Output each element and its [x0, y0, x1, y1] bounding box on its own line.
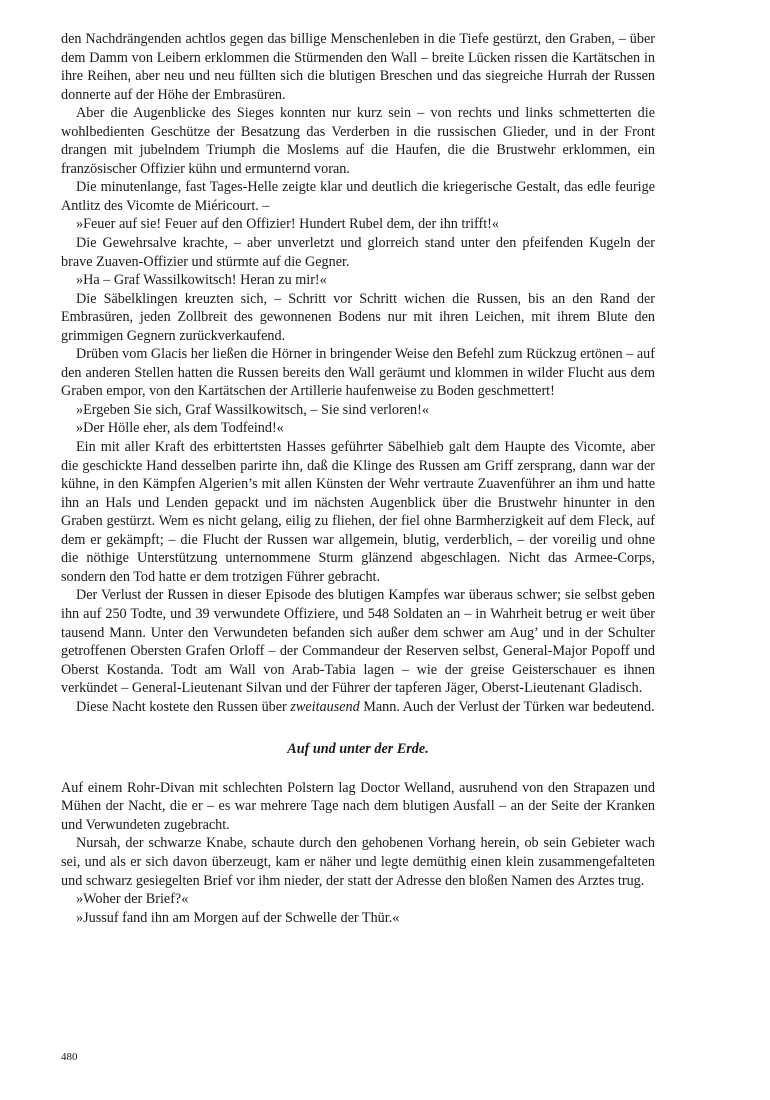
paragraph: »Ergeben Sie sich, Graf Wassilkowitsch, – Sie sind verloren!«	[76, 401, 429, 418]
paragraph: Der Verlust der Russen in dieser Episode des blutigen Kampfes war überaus schwer; sie selbst geben ihn auf 250 Todte, und 39 verwundete Offiziere, und 548 Soldaten an – in Wahrheit betrug er weit über tausend Mann. Unter den Verwundeten befanden sich außer dem schwer am Aug’ und in der Schulter getroffenen Obersten Grafen Orloff – der Commandeur der Reserven selbst, General-Major Popoff und Oberst Kostanda. Todt am Wall von Arab-Tabia lagen – wie der greise Geisterschauer es ihnen verkündet – General-Lieutenant Silvan und der Führer der tapferen Jäger, Oberst-Lieutenant Gladisch.	[61, 587, 655, 697]
paragraph: Nursah, der schwarze Knabe, schaute durch den gehobenen Vorhang herein, ob sein Gebieter wach sei, und als er sich davon überzeugt, kam er näher und legte demüthig einen klein zusammengefalteten und schwarz gesiegelten Brief vor ihm nieder, der statt der Adresse den bloßen Namen des Arztes trug.	[61, 835, 655, 889]
closing-text-start: Diese Nacht kostete den Russen über	[76, 698, 291, 715]
page-number: 480	[61, 1051, 78, 1063]
paragraph: »Jussuf fand ihn am Morgen auf der Schwelle der Thür.«	[76, 909, 400, 926]
closing-paragraph	[61, 698, 655, 717]
closing-text-end: Mann. Auch der Verlust der Türken war bedeutend.	[359, 698, 655, 715]
paragraph: Die Säbelklingen kreuzten sich, – Schritt vor Schritt wichen die Russen, bis an den Rand der Embrasüren, jeden Zollbreit des gewonnenen Bodens nur mit ihren Leichen, mit ihrem Blute den grimmigen Gegnern zurückverkaufend.	[61, 290, 655, 344]
paragraph: Drüben vom Glacis her ließen die Hörner in bringender Weise den Befehl zum Rückzug ertönen – auf den anderen Stellen hatten die Russen bereits den Wall geräumt und klommen in wilder Flucht aus dem Graben empor, von den Kartätschen der Artillerie haufenweise zu Boden geschmettert!	[61, 346, 655, 400]
page-body	[61, 30, 655, 927]
paragraph: Aber die Augenblicke des Sieges konnten nur kurz sein – von rechts und links schmetterten die wohlbedienten Geschütze der Besatzung das Verderben in die russischen Glieder, und in der Front drangen mit jubelndem Triumph die Moslems auf die Haufen, die die Brustwehr erklommen, ein französischer Offizier kühn und ermunternd voran.	[61, 105, 655, 177]
paragraph: »Woher der Brief?«	[76, 891, 189, 908]
paragraph: Ein mit aller Kraft des erbittertsten Hasses geführter Säbelhieb galt dem Haupte des Vicomte, aber die geschickte Hand desselben parirte ihn, daß die Klinge des Russen am Griff zersprang, dann war der kühne, in den Kämpfen Algerien’s mit allen Künsten der Wehr vertraute Zuavenführer an ihm und hatte ihn an Hals und Lenden gepackt und im nächsten Augenblick über die Brustwehr hinunter in den Graben gestürzt. Wem es nicht gelang, eilig zu fliehen, der fiel ohne Barmherzigkeit auf dem Fleck, auf dem er gekämpft; – die Flucht der Russen war allgemein, blutig, verderblich, – der voreilig und ohne die nöthige Unterstützung unternommene Sturm glänzend abgeschlagen. Nicht das Armee-Corps, sondern den Tod hatte er dem trotzigen Führer gebracht.	[61, 439, 655, 585]
emphasized-word: zweitausend	[290, 698, 360, 715]
paragraph: den Nachdrängenden achtlos gegen das billige Menschenleben in die Tiefe gestürzt, den Graben, – über dem Damm von Leibern erklommen die Stürmenden den Wall – breite Lücken rissen die Kartätschen in ihre Reihen, aber neu und neu füllten sich die blutigen Breschen und das siegreiche Hurrah der Russen donnerte auf der Höhe der Embrasüren.	[61, 31, 655, 103]
paragraph: Die Gewehrsalve krachte, – aber unverletzt und glorreich stand unter den pfeifenden Kugeln der brave Zuaven-Offizier und stürmte auf die Gegner.	[61, 235, 655, 270]
section-heading: Auf und unter der Erde.	[287, 741, 429, 758]
paragraph: Die minutenlange, fast Tages-Helle zeigte klar und deutlich die kriegerische Gestalt, das edle feurige Antlitz des Vicomte de Miéricourt. –	[61, 179, 655, 214]
paragraph: »Ha – Graf Wassilkowitsch! Heran zu mir!«	[76, 272, 327, 289]
paragraph: »Feuer auf sie! Feuer auf den Offizier! Hundert Rubel dem, der ihn trifft!«	[76, 216, 499, 233]
paragraph: Auf einem Rohr-Divan mit schlechten Polstern lag Doctor Welland, ausruhend von den Strapazen und Mühen der Nacht, die er – es war mehrere Tage nach dem blutigen Ausfall – an der Seite der Kranken und Verwundeten zugebracht.	[61, 779, 655, 833]
paragraph: »Der Hölle eher, als dem Todfeind!«	[76, 420, 284, 437]
